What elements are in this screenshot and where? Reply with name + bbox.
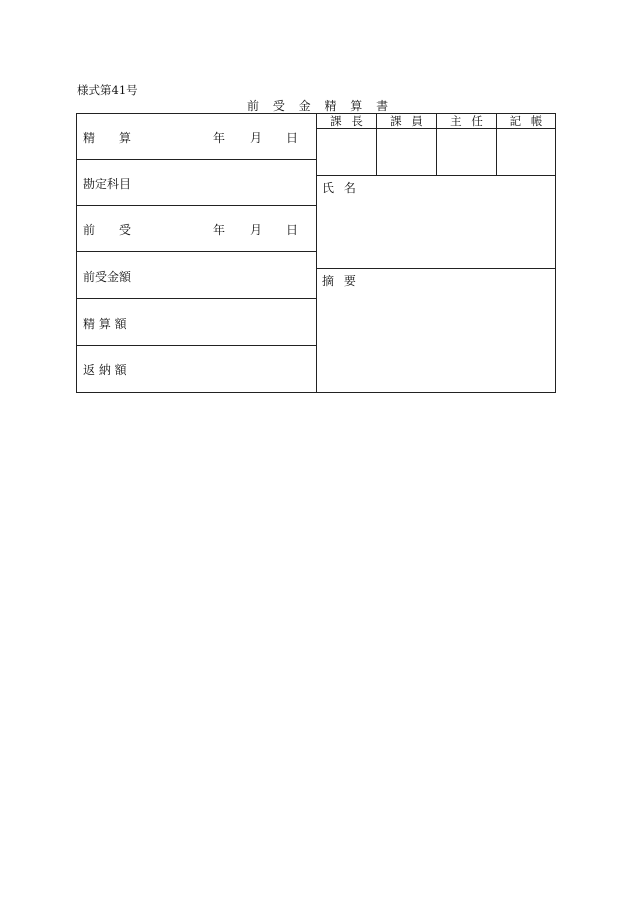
year-label: 年 [213, 223, 226, 237]
stamp-label: 課 長 [317, 114, 376, 129]
row-settlement-amount [77, 300, 316, 346]
name-label: 氏 名 [322, 181, 356, 195]
stamp-label: 主 任 [437, 114, 496, 129]
stamp-bookkeeping [497, 114, 555, 175]
row-label: 前 受 [83, 223, 132, 237]
row-label: 精 算 額 [83, 317, 127, 331]
row-settlement-date [77, 114, 316, 160]
stamp-staff [377, 114, 437, 175]
form-number: 様式第41号 [77, 83, 138, 97]
row-label: 勘定科目 [83, 177, 132, 191]
approval-stamps [317, 114, 555, 176]
stamp-label: 記 帳 [497, 114, 555, 129]
name-field [317, 176, 555, 269]
settlement-form [76, 113, 556, 393]
summary-label: 摘 要 [322, 274, 356, 288]
summary-field [317, 269, 555, 392]
month-label: 月 [250, 131, 263, 145]
row-label: 精 算 [83, 131, 132, 145]
left-column [77, 114, 317, 392]
row-label: 返 納 額 [83, 363, 127, 377]
row-refund-amount [77, 346, 316, 392]
row-label: 前受金額 [83, 270, 132, 284]
form-title: 前 受 金 精 算 書 [247, 99, 390, 113]
row-advance-date [77, 206, 316, 252]
day-label: 日 [286, 223, 299, 237]
row-advance-amount [77, 253, 316, 299]
day-label: 日 [286, 131, 299, 145]
stamp-supervisor [437, 114, 497, 175]
year-label: 年 [213, 131, 226, 145]
stamp-section-chief [317, 114, 377, 175]
row-account-title [77, 160, 316, 206]
stamp-label: 課 員 [377, 114, 436, 129]
month-label: 月 [250, 223, 263, 237]
